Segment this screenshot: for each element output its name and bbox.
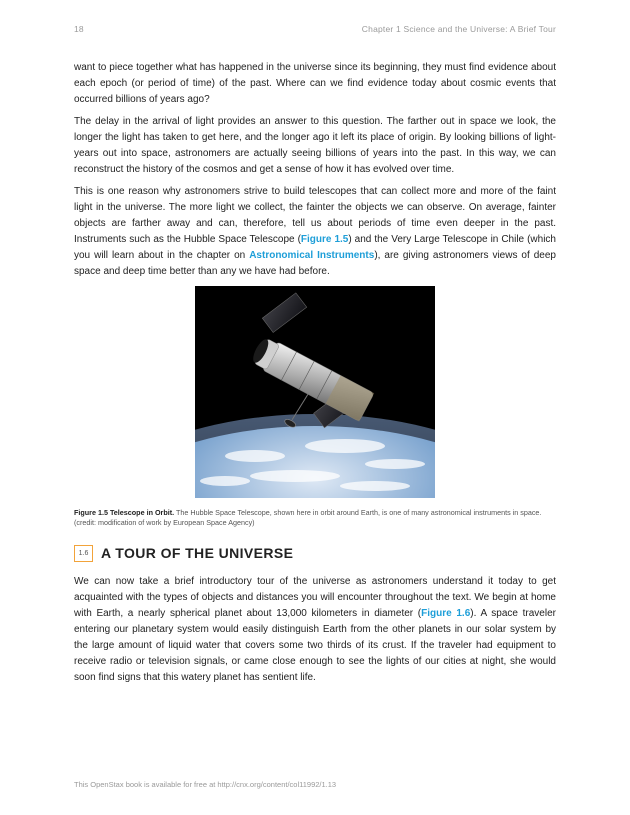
section-number: 1.6 <box>74 545 93 562</box>
paragraph-4-text-b: ). A space traveler entering our planetary system would easily distinguish Earth from the other planets in our solar system by the large amount of liquid water that covers some two thirds of its crust. If the traveler had equipment to receive radio or television signals, or came close enough to see the lights of our cities at night, she would soon find signs that this watery planet has sentient life. <box>74 608 556 683</box>
page-body <box>74 60 556 692</box>
figure-label: Figure 1.5 <box>74 508 108 517</box>
paragraph-3 <box>74 184 556 280</box>
paragraph-3-text-b: ) and the Very Large Telescope in Chile (which you will learn about in the chapter on <box>74 234 556 261</box>
paragraph-4 <box>74 574 556 686</box>
section-heading <box>74 544 556 564</box>
paragraph-1: want to piece together what has happened in the universe since its beginning, they must find evidence about each epoch (or period of time) of the past. Where can we find evidence today about cosmic events that occurred billions of years ago? <box>74 62 556 105</box>
paragraph-3-text-c: ), are giving astronomers views of deep space and deep time better than any we have had before. <box>74 250 556 277</box>
section-title: A TOUR OF THE UNIVERSE <box>101 545 294 561</box>
figure-caption-text: The Hubble Space Telescope, shown here in orbit around Earth, is one of many astronomical instruments in space. (credit: modification of work by European Space Agency) <box>74 508 542 527</box>
page-header <box>74 24 556 38</box>
hubble-telescope-image <box>195 286 435 498</box>
figure-1-6-link[interactable]: Figure 1.6 <box>421 608 471 619</box>
figure-1-5-link[interactable]: Figure 1.5 <box>300 234 349 245</box>
paragraph-2: The delay in the arrival of light provides an answer to this question. The farther out in space we look, the longer the light has taken to get here, and the longer ago it left its place of origin. By looking billions of light-years out into space, astronomers are actually seeing billions of years into the past. In this way, we can reconstruct the history of the cosmos and get a sense of how it has evolved over time. <box>74 116 556 175</box>
chapter-title: Chapter 1 Science and the Universe: A Brief Tour <box>361 24 556 34</box>
hubble-telescope-illustration <box>195 286 435 498</box>
astronomical-instruments-link[interactable]: Astronomical Instruments <box>249 250 375 261</box>
page-number: 18 <box>74 24 84 34</box>
figure-caption <box>74 508 556 528</box>
figure-title: Telescope in Orbit. <box>109 508 175 517</box>
page-footer: This OpenStax book is available for free at http://cnx.org/content/col11992/1.13 <box>74 780 337 789</box>
paragraph-4-text-a: We can now take a brief introductory tour of the universe as astronomers understand it today to get acquainted with the types of objects and distances you will encounter throughout the text. We begin at home with Earth, a nearly spherical planet about 13,000 kilometers in diameter ( <box>74 576 556 619</box>
paragraph-3-text-a: This is one reason why astronomers strive to build telescopes that can collect more and more of the faint light in the universe. The more light we collect, the fainter the objects we can observe. On average, fainter objects are farther away and can, therefore, tell us about periods of time even deeper in the past. Instruments such as the Hubble Space Telescope ( <box>74 186 556 245</box>
